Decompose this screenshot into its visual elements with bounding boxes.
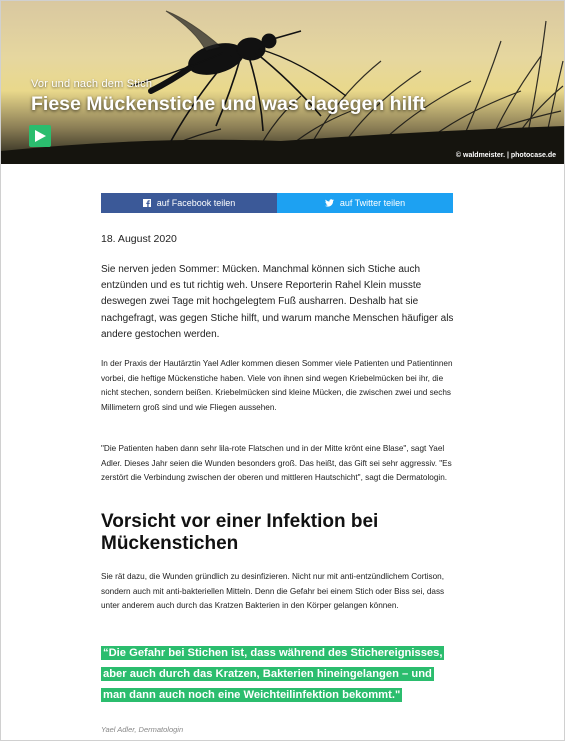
article-paragraph: "Die Patienten haben dann sehr lila-rote Flatschen und in der Mitte krönt eine Blase", sagt Yael Adler. Dieses Jahr seien die Wunden besonders groß. Das heißt, das Gift sei sehr aggressiv. "Es zerstört die Verbindung zwischen der oberen und mittleren Hautschicht", sagt die Dermatologin. <box>101 444 452 482</box>
twitter-share-label: auf Twitter teilen <box>339 198 406 208</box>
facebook-icon <box>143 199 151 207</box>
play-icon <box>35 130 46 142</box>
share-bar <box>101 193 453 213</box>
pull-quote <box>101 643 451 706</box>
article-paragraph: In der Praxis der Hautärztin Yael Adler kommen diesen Sommer viele Patienten und Patientinnen vorbei, die heftige Mückenstiche haben. Viele von ihnen sind wegen Kriebelmücken bei ihr, die nicht stechen, sondern beißen. Kriebelmücken sind kleine Mücken, die zwischen zwei und sechs Millimetern groß sind und wie Fliegen aussehen. <box>101 359 453 412</box>
photo-credit: © waldmeister. | photocase.de <box>455 152 556 159</box>
article-subheading: Vorsicht vor einer Infektion bei Mückenstichen <box>101 511 379 554</box>
article-date: 18. August 2020 <box>101 233 177 245</box>
twitter-icon <box>325 199 334 207</box>
pull-quote-text: “Die Gefahr bei Stichen ist, dass während des Stichereignisses, aber auch durch das Kratzen, Bakterien hineingelangen – und man dann auch noch eine Weichteilinfektion bekommt." <box>103 647 443 701</box>
play-button[interactable] <box>29 125 51 147</box>
hero-image <box>1 1 564 164</box>
facebook-share-button[interactable] <box>101 193 277 213</box>
facebook-share-label: auf Facebook teilen <box>156 198 236 208</box>
article-lead: Sie nerven jeden Sommer: Mücken. Manchmal können sich Stiche auch entzünden und es tut richtig weh. Unsere Reporterin Rahel Klein musste deswegen zwei Tage mit hochgelegtem Fuß ausharren. Deshalb hat sie nachgefragt, was gegen Stiche hilft, und warum manche Menschen häufiger als andere gestochen werden. <box>101 264 454 340</box>
hero-kicker: Vor und nach dem Stich <box>31 78 153 90</box>
page-title: Fiese Mückenstiche und was dagegen hilft <box>31 93 426 115</box>
article-paragraph: Sie rät dazu, die Wunden gründlich zu desinfizieren. Nicht nur mit anti-entzündlichem Cortison, sondern auch mit anti-bakteriellen Mitteln. Denn die Gefahr bei einem Stich oder Biss sei, dass unter anderem auch durch das Kratzen Bakterien in den Körper gelangen können. <box>101 572 445 610</box>
twitter-share-button[interactable] <box>277 193 453 213</box>
quote-author: Yael Adler, Dermatologin <box>101 725 184 734</box>
